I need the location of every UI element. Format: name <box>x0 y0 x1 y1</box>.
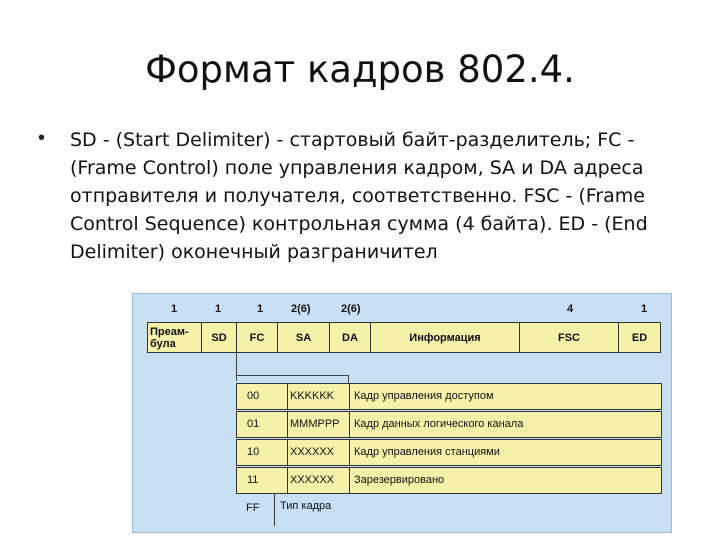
field-fsc: FSC <box>519 322 619 353</box>
fc-row-code: 10 <box>247 446 260 458</box>
fc-row-bits: MMMPPP <box>290 418 340 430</box>
fc-row-bits: KKKKKK <box>290 390 335 402</box>
preamble-line-1: Преам- <box>150 325 189 338</box>
divider <box>349 412 350 437</box>
preamble-line-2: була <box>150 337 176 350</box>
divider <box>287 412 288 437</box>
fc-row-desc: Зарезервировано <box>354 474 445 486</box>
fc-row-desc: Кадр данных логического канала <box>354 418 524 430</box>
bullet-dot: • <box>38 127 46 149</box>
size-label-sd: 1 <box>215 303 222 315</box>
ff-desc: Тип кадра <box>280 500 332 512</box>
fc-row <box>236 467 662 494</box>
field-sd: SD <box>201 322 237 353</box>
fc-row <box>236 439 662 466</box>
divider <box>349 384 350 409</box>
size-label-sa: 2(6) <box>291 303 311 315</box>
field-info: Информация <box>370 322 520 353</box>
connector-top <box>236 375 349 376</box>
field-preamble <box>147 322 202 353</box>
field-sa: SA <box>277 322 330 353</box>
field-da: DA <box>329 322 371 353</box>
size-label-preamble: 1 <box>171 303 178 315</box>
fc-row-code: 00 <box>247 390 260 402</box>
divider <box>287 384 288 409</box>
ff-code: FF <box>246 502 260 514</box>
bullet-item <box>38 126 678 266</box>
fc-row-desc: Кадр управления станциями <box>354 446 500 458</box>
size-label-fsc: 4 <box>567 303 574 315</box>
divider <box>287 440 288 465</box>
frame-format-diagram <box>132 293 672 533</box>
bullet-text: SD - (Start Delimiter) - стартовый байт-разделитель; FC - (Frame Control) поле управления кадром, SA и DA адреса отправителя и получателя, соответственно. FSC - (Frame Control Sequence) контрольная сумма (4 байта). ED - (End Delimiter) оконечный разграничител <box>70 129 648 263</box>
field-fc: FC <box>236 322 278 353</box>
slide-title: Формат кадров 802.4. <box>145 48 575 91</box>
fc-row <box>236 383 662 410</box>
fc-row-code: 01 <box>247 418 260 430</box>
size-label-ed: 1 <box>641 303 648 315</box>
divider <box>349 440 350 465</box>
size-label-da: 2(6) <box>341 303 361 315</box>
fc-row-code: 11 <box>247 474 259 486</box>
divider <box>287 468 288 493</box>
size-label-fc: 1 <box>257 303 264 315</box>
field-ed: ED <box>618 322 661 353</box>
fc-row-bits: XXXXXX <box>290 474 335 486</box>
divider <box>349 468 350 493</box>
connector-right <box>348 375 349 383</box>
fc-row-desc: Кадр управления доступом <box>354 390 494 402</box>
fc-row-bits: XXXXXX <box>290 446 335 458</box>
ff-divider <box>274 494 275 526</box>
connector-left <box>236 353 237 381</box>
fc-row <box>236 411 662 438</box>
